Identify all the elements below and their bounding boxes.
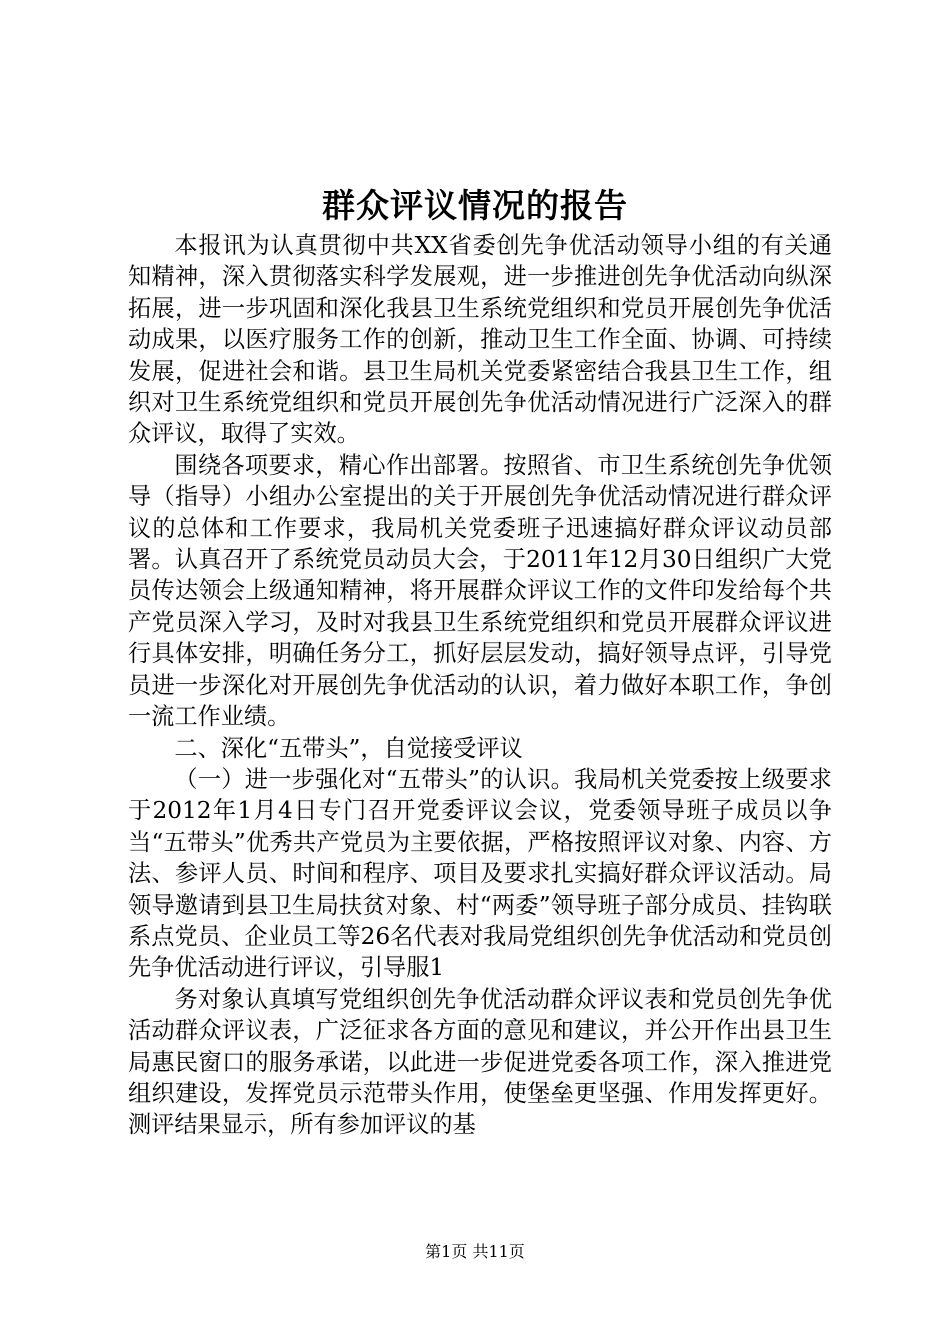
section-heading-two: 二、深化“五带头”，自觉接受评议: [174, 734, 523, 762]
paragraph-intro: 本报讯为认真贯彻中共XX省委创先争优活动领导小组的有关通知精神，深入贯彻落实科学发展观，进一步推进创先争优活动向纵深拓展，进一步巩固和深化我县卫生系统党组织和党员开展创先争优活动成果，以医疗服务工作的创新，推动卫生工作全面、协调、可持续发展，促进社会和谐。县卫生局机关党委紧密结合我县卫生工作，组织对卫生系统党组织和党员开展创先争优活动情况进行广泛深入的群众评议，取得了实效。: [128, 232, 832, 448]
paragraph-subsection-one: （一）进一步强化对“五带头”的认识。我局机关党委按上级要求于2012年1月4日专门召开党委评议会议，党委领导班子成员以争当“五带头”优秀共产党员为主要依据，严格按照评议对象、内容、方法、参评人员、时间和程序、项目及要求扎实搞好群众评议活动。局领导邀请到县卫生局扶贫对象、村“两委”领导班子部分成员、挂钩联系点党员、企业员工等26名代表对我局党组织创先争优活动和党员创先争优活动进行评议，引导服1: [128, 765, 832, 982]
paragraph-continuation: 务对象认真填写党组织创先争优活动群众评议表和党员创先争优活动群众评议表，广泛征求各方面的意见和建议，并公开作出县卫生局惠民窗口的服务承诺，以此进一步促进党委各项工作，深入推进党组织建设，发挥党员示范带头作用，使堡垒更坚强、作用发挥更好。测评结果显示，所有参加评议的基: [128, 985, 832, 1139]
paragraph-deployment: 围绕各项要求，精心作出部署。按照省、市卫生系统创先争优领导（指导）小组办公室提出的关于开展创先争优活动情况进行群众评议的总体和工作要求，我局机关党委班子迅速搞好群众评议动员部署。认真召开了系统党员动员大会，于2011年12月30日组织广大党员传达领会上级通知精神，将开展群众评议工作的文件印发给每个共产党员深入学习，及时对我县卫生系统党组织和党员开展群众评议进行具体安排，明确任务分工，抓好层层发动，搞好领导点评，引导党员进一步深化对开展创先争优活动的认识，着力做好本职工作，争创一流工作业绩。: [128, 451, 832, 731]
page-number-footer: 第1页 共11页: [425, 1242, 525, 1261]
document-body: [128, 230, 832, 1141]
document-title: 群众评议情况的报告: [322, 186, 628, 225]
